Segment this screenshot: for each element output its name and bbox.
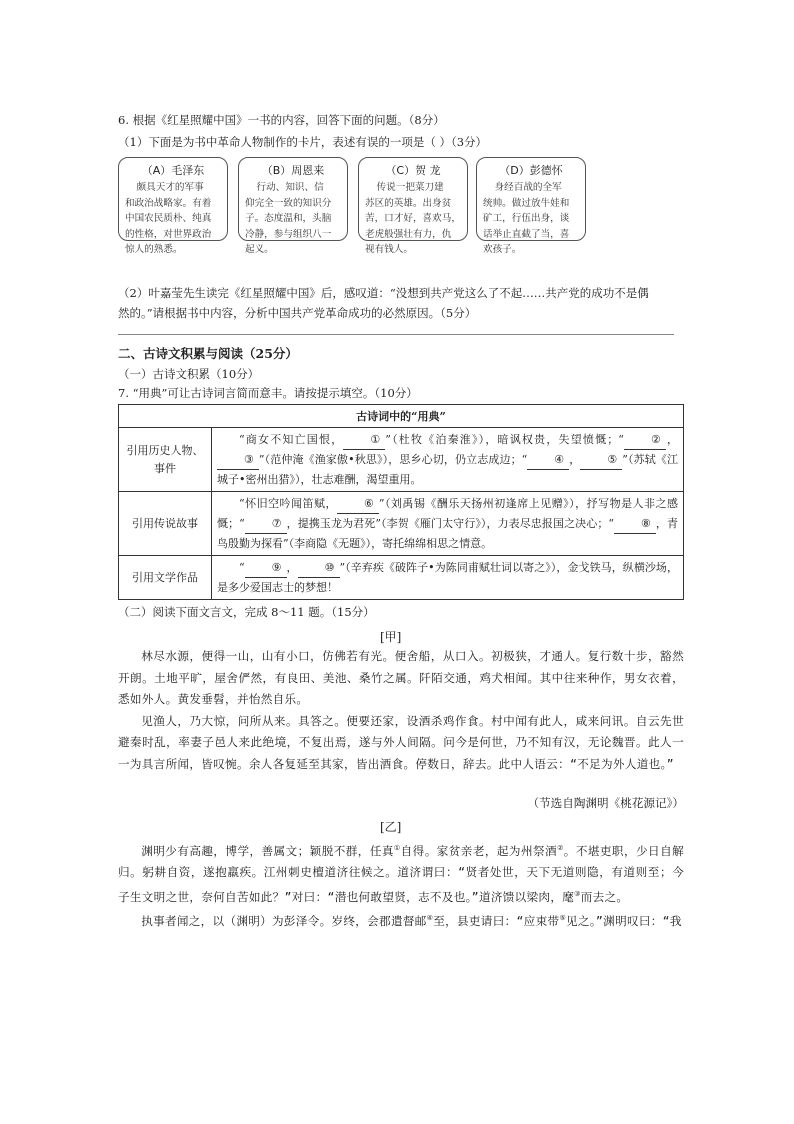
row-content — [212, 556, 684, 600]
yi-label: [乙] — [380, 820, 402, 834]
text-seg: ”（杜牧《泊秦淮》），暗讽权贵，失望愤慨；“ — [385, 433, 624, 446]
part2-heading: （二）阅读下面文言文，完成 8～11 题。（15分） — [118, 605, 375, 619]
card-title: （C）贺 龙 — [385, 164, 441, 177]
allusion-table — [118, 404, 684, 600]
text-seg: ”（辛弃疾《破阵子•为陈同甫赋壮词以寄之》），金戈铁马，纵横沙场，是多少爱国志士的梦想！ — [217, 561, 678, 594]
text-seg: “怀旧空吟闻笛赋， — [239, 497, 337, 510]
row-content — [212, 492, 684, 556]
note-mark: ② — [557, 844, 564, 852]
fill-blank-3[interactable]: ③ — [217, 450, 259, 470]
card-text: 身经百战的全军 统帅。做过放牛娃和 矿工，行伍出身，谈 话举止直截了当，喜 欢孩子。 — [483, 182, 570, 255]
text-seg: 而去之。 — [580, 889, 629, 904]
jia-passage — [118, 646, 684, 775]
text-seg: ，提携玉龙为君死”（李贺《雁门太守行》），力表尽忠报国之决心；“ — [286, 517, 614, 530]
q6-sub1: （1）下面是为书中革命人物制作的卡片，表述有误的一项是（ ）（3分） — [118, 135, 488, 149]
text-seg: ， — [665, 433, 679, 446]
note-mark: ⑤ — [559, 914, 567, 923]
card-b — [238, 157, 348, 255]
text-seg: 。不堪吏职，少日自解归。躬耕自资，遂抱羸疾。江州刺史檀道济往候之。道济谓曰：“贤者处世，天下无道则隐，有道则至；今子生文明之世，奈何自苦如此？”对曰：“潜也何敢望贤，志不及也。”道济馈以梁肉，麾 — [118, 843, 684, 904]
card-title: （B）周恩来 — [261, 164, 325, 177]
text-seg: ， — [286, 561, 298, 574]
text-seg: ”（范仲淹《渔家傲•秋思》），思乡心切，仍立志成边；“ — [258, 453, 528, 466]
jia-source: （节选自陶渊明《桃花源记》） — [527, 796, 684, 810]
answer-line — [118, 334, 674, 335]
q7-title: 7. “用典”可让古诗词言简而意丰。请按提示填空。（10分） — [118, 386, 418, 400]
q6-sub2-line1: （2）叶嘉莹先生读完《红星照耀中国》后，感叹道：“没想到共产党这么了不起……共产党的成功不是偶 — [118, 286, 649, 300]
note-mark: ④ — [426, 914, 434, 923]
fill-blank-5[interactable]: ⑤ — [580, 450, 622, 470]
row-category: 引用传说故事 — [119, 492, 212, 556]
text-seg: ，青鸟殷勤为探看”（李商隐《无题》），寄托绵绵相思之情意。 — [217, 517, 679, 550]
card-title: （D）彭德怀 — [499, 164, 563, 177]
text-seg: 执事者闻之，以（渊明）为彭泽令。岁终，会郡遣督邮 — [141, 914, 427, 929]
text-seg: “ — [239, 561, 245, 574]
fill-blank-9[interactable]: ⑨ — [245, 558, 287, 578]
text-seg: 至，县吏请曰：“应束带 — [433, 914, 560, 929]
note-mark: ③ — [574, 889, 581, 898]
q6-title: 6. 根据《红星照耀中国》一书的内容，回答下面的问题。（8分） — [118, 113, 445, 127]
card-title: （A）毛泽东 — [141, 164, 205, 177]
card-a — [118, 157, 228, 255]
table-row — [119, 428, 684, 492]
text-seg: ”（刘禹锡《酬乐天扬州初逢席上见赠》），抒写物是人非之感慨；“ — [217, 497, 678, 530]
card-text: 行动、知识、信 仰完全一致的知识分 子。态度温和，头脑 冷静，参与组织八一 起义。 — [245, 182, 332, 255]
table-header-row — [119, 405, 684, 428]
fill-blank-6[interactable]: ⑥ — [337, 494, 379, 514]
character-cards — [118, 157, 678, 255]
card-c — [358, 157, 468, 255]
section2-heading: 二、古诗文积累与阅读（25分） — [118, 346, 298, 361]
table-header: 古诗词中的“用典” — [119, 405, 684, 428]
card-d — [476, 157, 586, 255]
yi-paragraph — [118, 908, 684, 932]
row-category: 引用文学作品 — [119, 556, 212, 600]
fill-blank-2[interactable]: ② — [624, 430, 666, 450]
jia-paragraph: 见渔人，乃大惊，问所从来。具答之。便要还家，设酒杀鸡作食。村中闻有此人，咸来问讯。自云先世避秦时乱，率妻子邑人来此绝境，不复出焉，遂与外人间隔。问今是何世，乃不知有汉，无论魏晋。此人一一为具言所闻，皆叹惋。余人各复延至其家，皆出酒食。停数日，辞去。此中人语云：“不足为外人道也。” — [118, 713, 684, 771]
fill-blank-10[interactable]: ⑩ — [298, 558, 340, 578]
note-mark: ① — [393, 844, 401, 852]
fill-blank-1[interactable]: ① — [343, 430, 385, 450]
table-row — [119, 556, 684, 600]
yi-paragraph — [118, 838, 684, 908]
text-seg: 自得。家贫亲老，起为州祭酒 — [400, 843, 558, 858]
row-category: 引用历史人物、事件 — [119, 428, 212, 492]
yi-passage — [118, 838, 684, 933]
jia-paragraph: 林尽水源，便得一山，山有小口，仿佛若有光。便舍船，从口入。初极狭，才通人。复行数十步，豁然开朗。土地平旷，屋舍俨然，有良田、美池、桑竹之属。阡陌交通，鸡犬相闻。其中往来种作，男女衣着，悉如外人。黄发垂髫，并怡然自乐。 — [118, 649, 684, 706]
q6-sub2-line2: 然的。”请根据书中内容，分析中国共产党革命成功的必然原因。（5分） — [118, 306, 477, 320]
fill-blank-7[interactable]: ⑦ — [245, 514, 287, 534]
text-seg: ”（苏轼《江城子•密州出猎》），壮志难酬，渴望重用。 — [217, 453, 679, 486]
card-text: 颇具天才的军事 和政治战略家。有着 中国农民质朴、纯真 的性格，对世界政治 惊人的熟悉。 — [125, 182, 212, 255]
text-seg: 见之。”渊明叹曰：“我 — [566, 914, 682, 929]
card-text: 传说一把菜刀建 苏区的英雄。出身贫 苦，口才好，喜欢马， 老虎般强壮有力，仇 视有钱人。 — [365, 182, 461, 255]
fill-blank-8[interactable]: ⑧ — [614, 514, 656, 534]
text-seg: 渊明少有高趣，博学，善属文；颖脱不群，任真 — [141, 843, 394, 858]
jia-label: [甲] — [380, 630, 402, 644]
text-seg: “商女不知亡国恨， — [239, 433, 344, 446]
text-seg: ， — [569, 453, 581, 466]
table-row — [119, 492, 684, 556]
fill-blank-4[interactable]: ④ — [527, 450, 569, 470]
section2-part1: （一）古诗文积累（10分） — [118, 367, 260, 381]
row-content — [212, 428, 684, 492]
